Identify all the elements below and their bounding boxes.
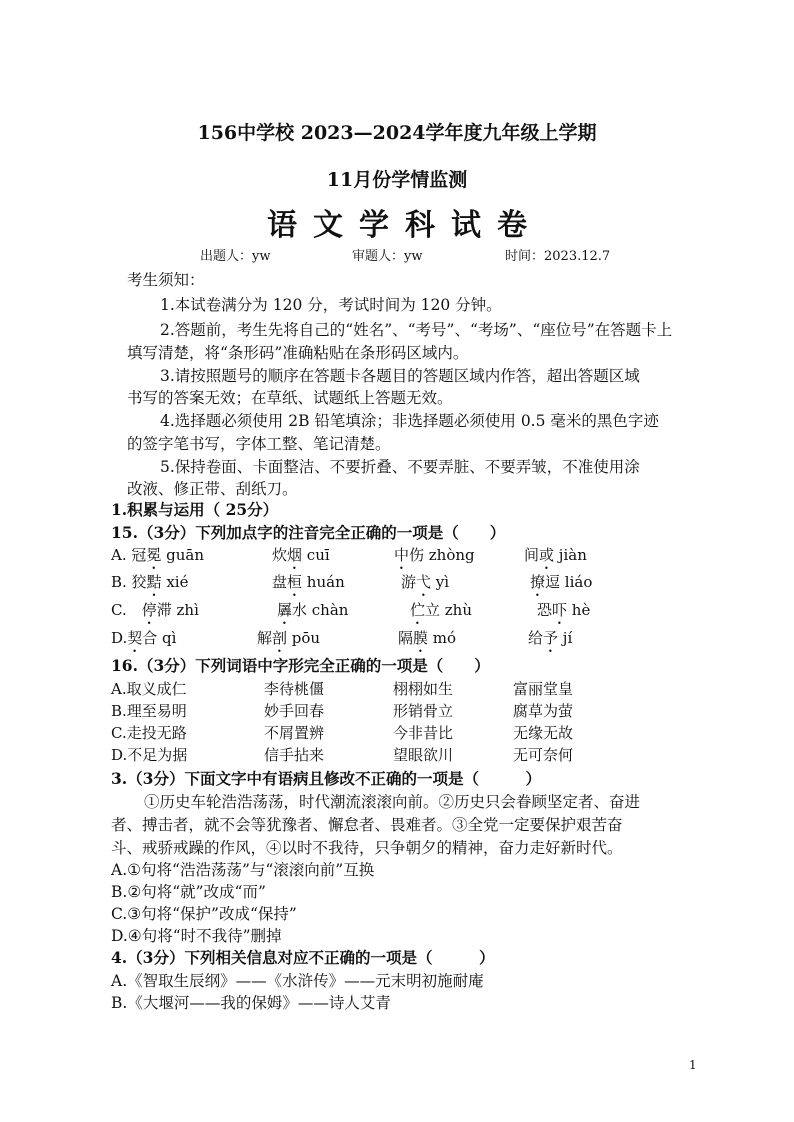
q15-option: 盘桓 huán (272, 573, 345, 591)
page-number: 1 (689, 1058, 697, 1072)
q15-option: 间或 jiàn (524, 546, 587, 564)
exam-date: 时间：2023.12.7 (505, 249, 611, 264)
q16-option: 形销骨立 (393, 702, 454, 720)
q15-option: 给予 jí (528, 629, 573, 647)
q16-option: 富丽堂皇 (513, 680, 574, 698)
question-15-heading: 15.（3分）下列加点字的注音完全正确的一项是（ ） (111, 523, 506, 542)
q15-option: 游弋 yì (401, 573, 450, 591)
q16-option: 妙手回春 (264, 702, 325, 720)
q16-option: D.不足为据 (111, 746, 188, 764)
notice-line: 5.保持卷面、卡面整洁、不要折叠、不要弄脏、不要弄皱，不准使用涂 (160, 458, 640, 476)
question-16-heading: 16.（3分）下列词语中字形完全正确的一项是（ ） (111, 656, 490, 675)
question-4-heading: 4.（3分）下列相关信息对应不正确的一项是（ ） (111, 948, 495, 967)
q15-option: 中伤 zhòng (394, 546, 475, 564)
exam-title-school: 156中学校 2023—2024学年度九年级上学期 (197, 122, 597, 144)
q16-option: 腐草为萤 (513, 702, 574, 720)
q4-option: B.《大堰河——我的保姆》——诗人艾青 (111, 994, 391, 1012)
q3-option: D.④句将“时不我待”删掉 (111, 927, 282, 945)
notice-line: 2.答题前，考生先将自己的“姓名”、“考号”、“考场”、“座位号”在答题卡上 (160, 321, 673, 339)
exam-title-subject: 语文学科试卷 (267, 208, 543, 243)
notice-line: 的签字笔书写，字体工整、笔记清楚。 (127, 435, 391, 453)
q16-option: B.理至易明 (111, 702, 187, 720)
q3-option: A.①句将“浩浩荡荡”与“滚滚向前”互换 (111, 861, 375, 879)
q16-option: 无可奈何 (513, 746, 574, 764)
notice-line: 改液、修正带、刮纸刀。 (127, 480, 298, 498)
q3-option: C.③句将“保护”改成“保持” (111, 905, 297, 923)
notice-line: 书写的答案无效；在草纸、试题纸上答题无效。 (127, 389, 453, 407)
q16-option: 不屑置辨 (264, 724, 325, 742)
q15-option: 伫立 zhù (410, 601, 473, 619)
q16-option: 李待桃僵 (264, 680, 325, 698)
q15-option: 羼水 chàn (277, 601, 349, 619)
q3-passage-line: 者、搏击者，就不会等犹豫者、懈怠者、畏难者。③全党一定要保护艰苦奋 (111, 816, 623, 834)
q16-option: 望眼欲川 (393, 746, 454, 764)
q15-option: 撩逗 liáo (530, 573, 593, 591)
q15-option: B. 狡黠 xié (111, 573, 189, 591)
setter-label: 出题人：yw (200, 249, 271, 264)
q15-option: A. 冠冕 guān (111, 546, 205, 564)
q16-option: 今非昔比 (393, 724, 454, 742)
q3-passage-line: ①历史车轮浩浩荡荡，时代潮流滚滚向前。②历史只会眷顾坚定者、奋进 (144, 793, 641, 811)
q16-option: C.走投无路 (111, 724, 187, 742)
q3-passage-line: 斗、戒骄戒躁的作风，④以时不我待，只争朝夕的精神，奋力走好新时代。 (111, 839, 623, 857)
q3-option: B.②句将“就”改成“而” (111, 883, 266, 901)
q16-option: 无缘无故 (513, 724, 574, 742)
q15-option: 隔膜 mó (398, 629, 457, 647)
reviewer-label: 审题人：yw (352, 249, 423, 264)
notice-line: 1.本试卷满分为 120 分，考试时间为 120 分钟。 (160, 296, 502, 314)
exam-title-month: 11月份学情监测 (326, 169, 468, 191)
q16-option: A.取义成仁 (111, 680, 187, 698)
q15-option: 解剖 pōu (257, 629, 321, 647)
notice-heading: 考生须知： (127, 271, 205, 289)
question-3-heading: 3.（3分）下面文字中有语病且修改不正确的一项是（ ） (111, 769, 541, 788)
q15-option: 炊烟 cuī (272, 546, 330, 564)
q16-option: 栩栩如生 (393, 680, 454, 698)
section-heading: 1.积累与运用（ 25分） (111, 500, 279, 519)
notice-line: 3.请按照题号的顺序在答题卡各题目的答题区域内作答，超出答题区域 (160, 367, 640, 385)
q16-option: 信手拈来 (264, 746, 325, 764)
q4-option: A.《智取生辰纲》——《水浒传》——元末明初施耐庵 (111, 972, 484, 990)
q15-option: 恐吓 hè (537, 601, 591, 619)
q15-option: C. 停滞 zhì (111, 601, 199, 619)
notice-line: 4.选择题必须使用 2B 铅笔填涂；非选择题必须使用 0.5 毫米的黑色字迹 (160, 412, 659, 430)
notice-line: 填写清楚，将“条形码”准确粘贴在条形码区域内。 (127, 344, 469, 362)
q15-option: D.契合 qì (111, 629, 177, 647)
